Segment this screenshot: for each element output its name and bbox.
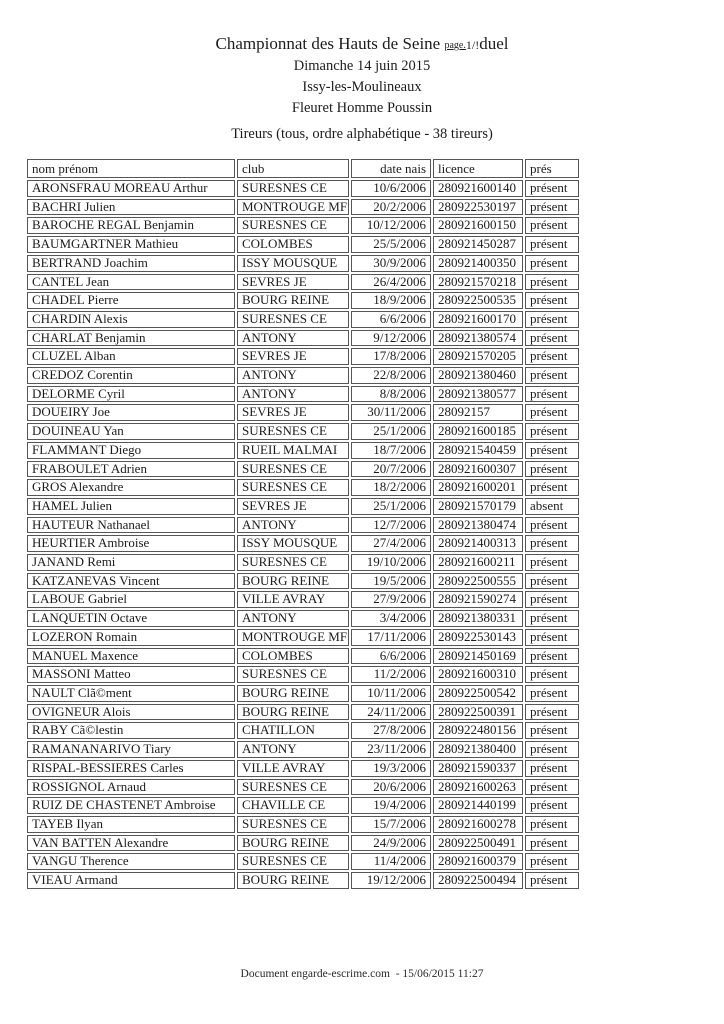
cell-licence: 280922500535 xyxy=(433,292,523,309)
cell-name: BAROCHE REGAL Benjamin xyxy=(27,217,235,234)
cell-pres: présent xyxy=(525,330,579,347)
cell-club: ANTONY xyxy=(237,330,349,347)
cell-club: RUEIL MALMAI xyxy=(237,442,349,459)
cell-licence: 280921600150 xyxy=(433,217,523,234)
cell-club: ISSY MOUSQUE xyxy=(237,255,349,272)
cell-licence: 280921600211 xyxy=(433,554,523,571)
cell-name: TAYEB Ilyan xyxy=(27,816,235,833)
cell-name: CHARDIN Alexis xyxy=(27,311,235,328)
cell-club: ISSY MOUSQUE xyxy=(237,535,349,552)
cell-pres: présent xyxy=(525,423,579,440)
cell-date: 18/9/2006 xyxy=(351,292,431,309)
cell-date: 15/7/2006 xyxy=(351,816,431,833)
cell-name: ROSSIGNOL Arnaud xyxy=(27,779,235,796)
title-block xyxy=(0,34,724,119)
table-row xyxy=(27,610,579,627)
cell-licence: 280922500494 xyxy=(433,872,523,889)
cell-pres: présent xyxy=(525,442,579,459)
table-row xyxy=(27,741,579,758)
cell-date: 12/7/2006 xyxy=(351,517,431,534)
column-header-name: nom prénom xyxy=(27,159,235,178)
cell-club: SURESNES CE xyxy=(237,311,349,328)
cell-date: 17/11/2006 xyxy=(351,629,431,646)
cell-licence: 280922480156 xyxy=(433,722,523,739)
cell-pres: présent xyxy=(525,573,579,590)
cell-date: 19/5/2006 xyxy=(351,573,431,590)
table-row xyxy=(27,685,579,702)
cell-pres: présent xyxy=(525,274,579,291)
cell-licence: 280921380474 xyxy=(433,517,523,534)
table-row xyxy=(27,442,579,459)
cell-name: LANQUETIN Octave xyxy=(27,610,235,627)
table-row xyxy=(27,423,579,440)
cell-club: COLOMBES xyxy=(237,648,349,665)
cell-pres: absent xyxy=(525,498,579,515)
cell-licence: 28092157 xyxy=(433,404,523,421)
title-main: Championnat des Hauts de Seine xyxy=(215,34,445,53)
table-row xyxy=(27,404,579,421)
table-row xyxy=(27,517,579,534)
table-header xyxy=(27,159,579,178)
cell-date: 11/2/2006 xyxy=(351,666,431,683)
cell-pres: présent xyxy=(525,629,579,646)
section-heading: Tireurs (tous, ordre alphabétique - 38 tireurs) xyxy=(231,126,493,142)
cell-pres: présent xyxy=(525,591,579,608)
cell-name: CREDOZ Corentin xyxy=(27,367,235,384)
cell-licence: 280921400313 xyxy=(433,535,523,552)
cell-club: MONTROUGE MF xyxy=(237,629,349,646)
cell-licence: 280921600170 xyxy=(433,311,523,328)
cell-pres: présent xyxy=(525,517,579,534)
cell-club: SEVRES JE xyxy=(237,274,349,291)
table-row xyxy=(27,872,579,889)
cell-date: 17/8/2006 xyxy=(351,348,431,365)
cell-licence: 280921450287 xyxy=(433,236,523,253)
cell-licence: 280921380574 xyxy=(433,330,523,347)
table-row xyxy=(27,797,579,814)
title-page-marker: page. xyxy=(444,40,466,51)
cell-name: GROS Alexandre xyxy=(27,479,235,496)
cell-licence: 280922530143 xyxy=(433,629,523,646)
cell-date: 27/8/2006 xyxy=(351,722,431,739)
cell-licence: 280921380460 xyxy=(433,367,523,384)
cell-club: SURESNES CE xyxy=(237,479,349,496)
cell-club: COLOMBES xyxy=(237,236,349,253)
table-row xyxy=(27,386,579,403)
cell-date: 20/6/2006 xyxy=(351,779,431,796)
cell-name: VIEAU Armand xyxy=(27,872,235,889)
page-title xyxy=(0,34,724,56)
table-row xyxy=(27,591,579,608)
cell-date: 11/4/2006 xyxy=(351,853,431,870)
cell-name: KATZANEVAS Vincent xyxy=(27,573,235,590)
cell-club: SURESNES CE xyxy=(237,779,349,796)
cell-pres: présent xyxy=(525,386,579,403)
cell-name: HAMEL Julien xyxy=(27,498,235,515)
cell-date: 25/1/2006 xyxy=(351,423,431,440)
table-row xyxy=(27,199,579,216)
table-row xyxy=(27,722,579,739)
cell-pres: présent xyxy=(525,835,579,852)
cell-club: ANTONY xyxy=(237,517,349,534)
cell-name: NAULT Clã©ment xyxy=(27,685,235,702)
cell-name: ARONSFRAU MOREAU Arthur xyxy=(27,180,235,197)
cell-name: RABY Cã©lestin xyxy=(27,722,235,739)
cell-pres: présent xyxy=(525,311,579,328)
cell-pres: présent xyxy=(525,535,579,552)
cell-name: LABOUE Gabriel xyxy=(27,591,235,608)
cell-pres: présent xyxy=(525,180,579,197)
cell-date: 27/9/2006 xyxy=(351,591,431,608)
table-row xyxy=(27,704,579,721)
cell-licence: 280921590274 xyxy=(433,591,523,608)
table-row xyxy=(27,255,579,272)
cell-name: FLAMMANT Diego xyxy=(27,442,235,459)
table-row xyxy=(27,217,579,234)
table-row xyxy=(27,666,579,683)
cell-licence: 280922500391 xyxy=(433,704,523,721)
cell-name: RAMANANARIVO Tiary xyxy=(27,741,235,758)
cell-club: SURESNES CE xyxy=(237,853,349,870)
cell-club: SURESNES CE xyxy=(237,423,349,440)
cell-pres: présent xyxy=(525,779,579,796)
cell-name: JANAND Remi xyxy=(27,554,235,571)
cell-pres: présent xyxy=(525,797,579,814)
tireurs-table xyxy=(25,157,581,891)
table-row xyxy=(27,629,579,646)
table-row xyxy=(27,835,579,852)
footer-note: Document engarde-escrime.com - 15/06/2015 11:27 xyxy=(240,968,484,980)
cell-name: MASSONI Matteo xyxy=(27,666,235,683)
cell-name: DOUINEAU Yan xyxy=(27,423,235,440)
cell-club: VILLE AVRAY xyxy=(237,591,349,608)
cell-name: BERTRAND Joachim xyxy=(27,255,235,272)
cell-date: 10/11/2006 xyxy=(351,685,431,702)
cell-pres: présent xyxy=(525,554,579,571)
cell-date: 19/10/2006 xyxy=(351,554,431,571)
table-row xyxy=(27,274,579,291)
cell-pres: présent xyxy=(525,348,579,365)
cell-licence: 280921570205 xyxy=(433,348,523,365)
cell-name: DELORME Cyril xyxy=(27,386,235,403)
title-suffix: duel xyxy=(479,34,509,53)
table-row xyxy=(27,330,579,347)
cell-pres: présent xyxy=(525,685,579,702)
cell-licence: 280921570179 xyxy=(433,498,523,515)
cell-date: 3/4/2006 xyxy=(351,610,431,627)
cell-date: 8/8/2006 xyxy=(351,386,431,403)
cell-name: BAUMGARTNER Mathieu xyxy=(27,236,235,253)
cell-name: VAN BATTEN Alexandre xyxy=(27,835,235,852)
cell-club: SEVRES JE xyxy=(237,498,349,515)
cell-pres: présent xyxy=(525,704,579,721)
table-row xyxy=(27,554,579,571)
cell-name: CLUZEL Alban xyxy=(27,348,235,365)
cell-name: CANTEL Jean xyxy=(27,274,235,291)
cell-date: 6/6/2006 xyxy=(351,648,431,665)
column-header-date: date nais xyxy=(351,159,431,178)
column-header-club: club xyxy=(237,159,349,178)
cell-club: SEVRES JE xyxy=(237,348,349,365)
table-row xyxy=(27,311,579,328)
table-row xyxy=(27,779,579,796)
cell-name: FRABOULET Adrien xyxy=(27,461,235,478)
cell-pres: présent xyxy=(525,648,579,665)
cell-club: CHAVILLE CE xyxy=(237,797,349,814)
cell-date: 9/12/2006 xyxy=(351,330,431,347)
cell-club: SEVRES JE xyxy=(237,404,349,421)
title-page-number: 1/! xyxy=(465,38,480,52)
cell-club: ANTONY xyxy=(237,741,349,758)
cell-date: 18/7/2006 xyxy=(351,442,431,459)
cell-licence: 280922500491 xyxy=(433,835,523,852)
cell-date: 23/11/2006 xyxy=(351,741,431,758)
event-place: Issy-les-Moulineaux xyxy=(302,79,422,95)
cell-club: SURESNES CE xyxy=(237,554,349,571)
cell-pres: présent xyxy=(525,610,579,627)
cell-club: ANTONY xyxy=(237,386,349,403)
table-row xyxy=(27,180,579,197)
cell-club: MONTROUGE MF xyxy=(237,199,349,216)
cell-licence: 280921540459 xyxy=(433,442,523,459)
cell-pres: présent xyxy=(525,255,579,272)
cell-date: 19/4/2006 xyxy=(351,797,431,814)
cell-date: 30/11/2006 xyxy=(351,404,431,421)
table-row xyxy=(27,648,579,665)
table-row xyxy=(27,292,579,309)
cell-pres: présent xyxy=(525,722,579,739)
cell-name: RUIZ DE CHASTENET Ambroise xyxy=(27,797,235,814)
column-header-licence: licence xyxy=(433,159,523,178)
cell-pres: présent xyxy=(525,872,579,889)
cell-date: 24/9/2006 xyxy=(351,835,431,852)
cell-licence: 280921380331 xyxy=(433,610,523,627)
cell-date: 20/2/2006 xyxy=(351,199,431,216)
cell-club: BOURG REINE xyxy=(237,835,349,852)
cell-pres: présent xyxy=(525,741,579,758)
cell-licence: 280921440199 xyxy=(433,797,523,814)
cell-licence: 280921600379 xyxy=(433,853,523,870)
cell-date: 18/2/2006 xyxy=(351,479,431,496)
cell-date: 19/12/2006 xyxy=(351,872,431,889)
cell-pres: présent xyxy=(525,479,579,496)
cell-pres: présent xyxy=(525,236,579,253)
event-date: Dimanche 14 juin 2015 xyxy=(293,58,431,74)
cell-name: HEURTIER Ambroise xyxy=(27,535,235,552)
cell-name: HAUTEUR Nathanael xyxy=(27,517,235,534)
cell-date: 27/4/2006 xyxy=(351,535,431,552)
cell-licence: 280921590337 xyxy=(433,760,523,777)
cell-name: BACHRI Julien xyxy=(27,199,235,216)
cell-date: 10/12/2006 xyxy=(351,217,431,234)
cell-name: CHADEL Pierre xyxy=(27,292,235,309)
table-row xyxy=(27,461,579,478)
cell-licence: 280921600310 xyxy=(433,666,523,683)
table-row xyxy=(27,535,579,552)
cell-date: 25/1/2006 xyxy=(351,498,431,515)
table-row xyxy=(27,367,579,384)
cell-club: BOURG REINE xyxy=(237,704,349,721)
cell-name: MANUEL Maxence xyxy=(27,648,235,665)
cell-date: 30/9/2006 xyxy=(351,255,431,272)
column-header-pres: prés xyxy=(525,159,579,178)
table-row xyxy=(27,853,579,870)
cell-date: 22/8/2006 xyxy=(351,367,431,384)
cell-date: 25/5/2006 xyxy=(351,236,431,253)
cell-name: CHARLAT Benjamin xyxy=(27,330,235,347)
cell-licence: 280921600278 xyxy=(433,816,523,833)
cell-licence: 280921380400 xyxy=(433,741,523,758)
table-row xyxy=(27,816,579,833)
cell-name: OVIGNEUR Alois xyxy=(27,704,235,721)
cell-date: 6/6/2006 xyxy=(351,311,431,328)
table-row xyxy=(27,479,579,496)
cell-club: ANTONY xyxy=(237,367,349,384)
cell-club: SURESNES CE xyxy=(237,217,349,234)
cell-pres: présent xyxy=(525,217,579,234)
cell-licence: 280922500542 xyxy=(433,685,523,702)
table-row xyxy=(27,760,579,777)
cell-licence: 280921600140 xyxy=(433,180,523,197)
cell-date: 26/4/2006 xyxy=(351,274,431,291)
cell-licence: 280921570218 xyxy=(433,274,523,291)
cell-date: 24/11/2006 xyxy=(351,704,431,721)
cell-name: VANGU Therence xyxy=(27,853,235,870)
table-row xyxy=(27,348,579,365)
cell-club: BOURG REINE xyxy=(237,872,349,889)
cell-club: SURESNES CE xyxy=(237,180,349,197)
cell-name: RISPAL-BESSIERES Carles xyxy=(27,760,235,777)
cell-club: CHATILLON xyxy=(237,722,349,739)
cell-name: LOZERON Romain xyxy=(27,629,235,646)
cell-name: DOUEIRY Joe xyxy=(27,404,235,421)
cell-pres: présent xyxy=(525,199,579,216)
cell-club: ANTONY xyxy=(237,610,349,627)
cell-pres: présent xyxy=(525,666,579,683)
cell-club: SURESNES CE xyxy=(237,666,349,683)
cell-pres: présent xyxy=(525,404,579,421)
cell-pres: présent xyxy=(525,292,579,309)
cell-licence: 280921600307 xyxy=(433,461,523,478)
cell-pres: présent xyxy=(525,367,579,384)
cell-club: BOURG REINE xyxy=(237,685,349,702)
cell-date: 20/7/2006 xyxy=(351,461,431,478)
cell-pres: présent xyxy=(525,760,579,777)
cell-licence: 280921380577 xyxy=(433,386,523,403)
event-category: Fleuret Homme Poussin xyxy=(291,100,433,116)
cell-club: SURESNES CE xyxy=(237,461,349,478)
cell-club: BOURG REINE xyxy=(237,292,349,309)
cell-club: BOURG REINE xyxy=(237,573,349,590)
cell-pres: présent xyxy=(525,853,579,870)
cell-licence: 280922530197 xyxy=(433,199,523,216)
cell-licence: 280921400350 xyxy=(433,255,523,272)
table-row xyxy=(27,498,579,515)
table-row xyxy=(27,573,579,590)
cell-licence: 280921600263 xyxy=(433,779,523,796)
cell-pres: présent xyxy=(525,816,579,833)
cell-licence: 280921450169 xyxy=(433,648,523,665)
cell-licence: 280921600201 xyxy=(433,479,523,496)
table-header-row xyxy=(27,159,579,178)
cell-licence: 280922500555 xyxy=(433,573,523,590)
tireurs-table-body xyxy=(27,180,579,889)
cell-date: 10/6/2006 xyxy=(351,180,431,197)
cell-licence: 280921600185 xyxy=(433,423,523,440)
cell-club: VILLE AVRAY xyxy=(237,760,349,777)
cell-date: 19/3/2006 xyxy=(351,760,431,777)
table-row xyxy=(27,236,579,253)
cell-club: SURESNES CE xyxy=(237,816,349,833)
cell-pres: présent xyxy=(525,461,579,478)
